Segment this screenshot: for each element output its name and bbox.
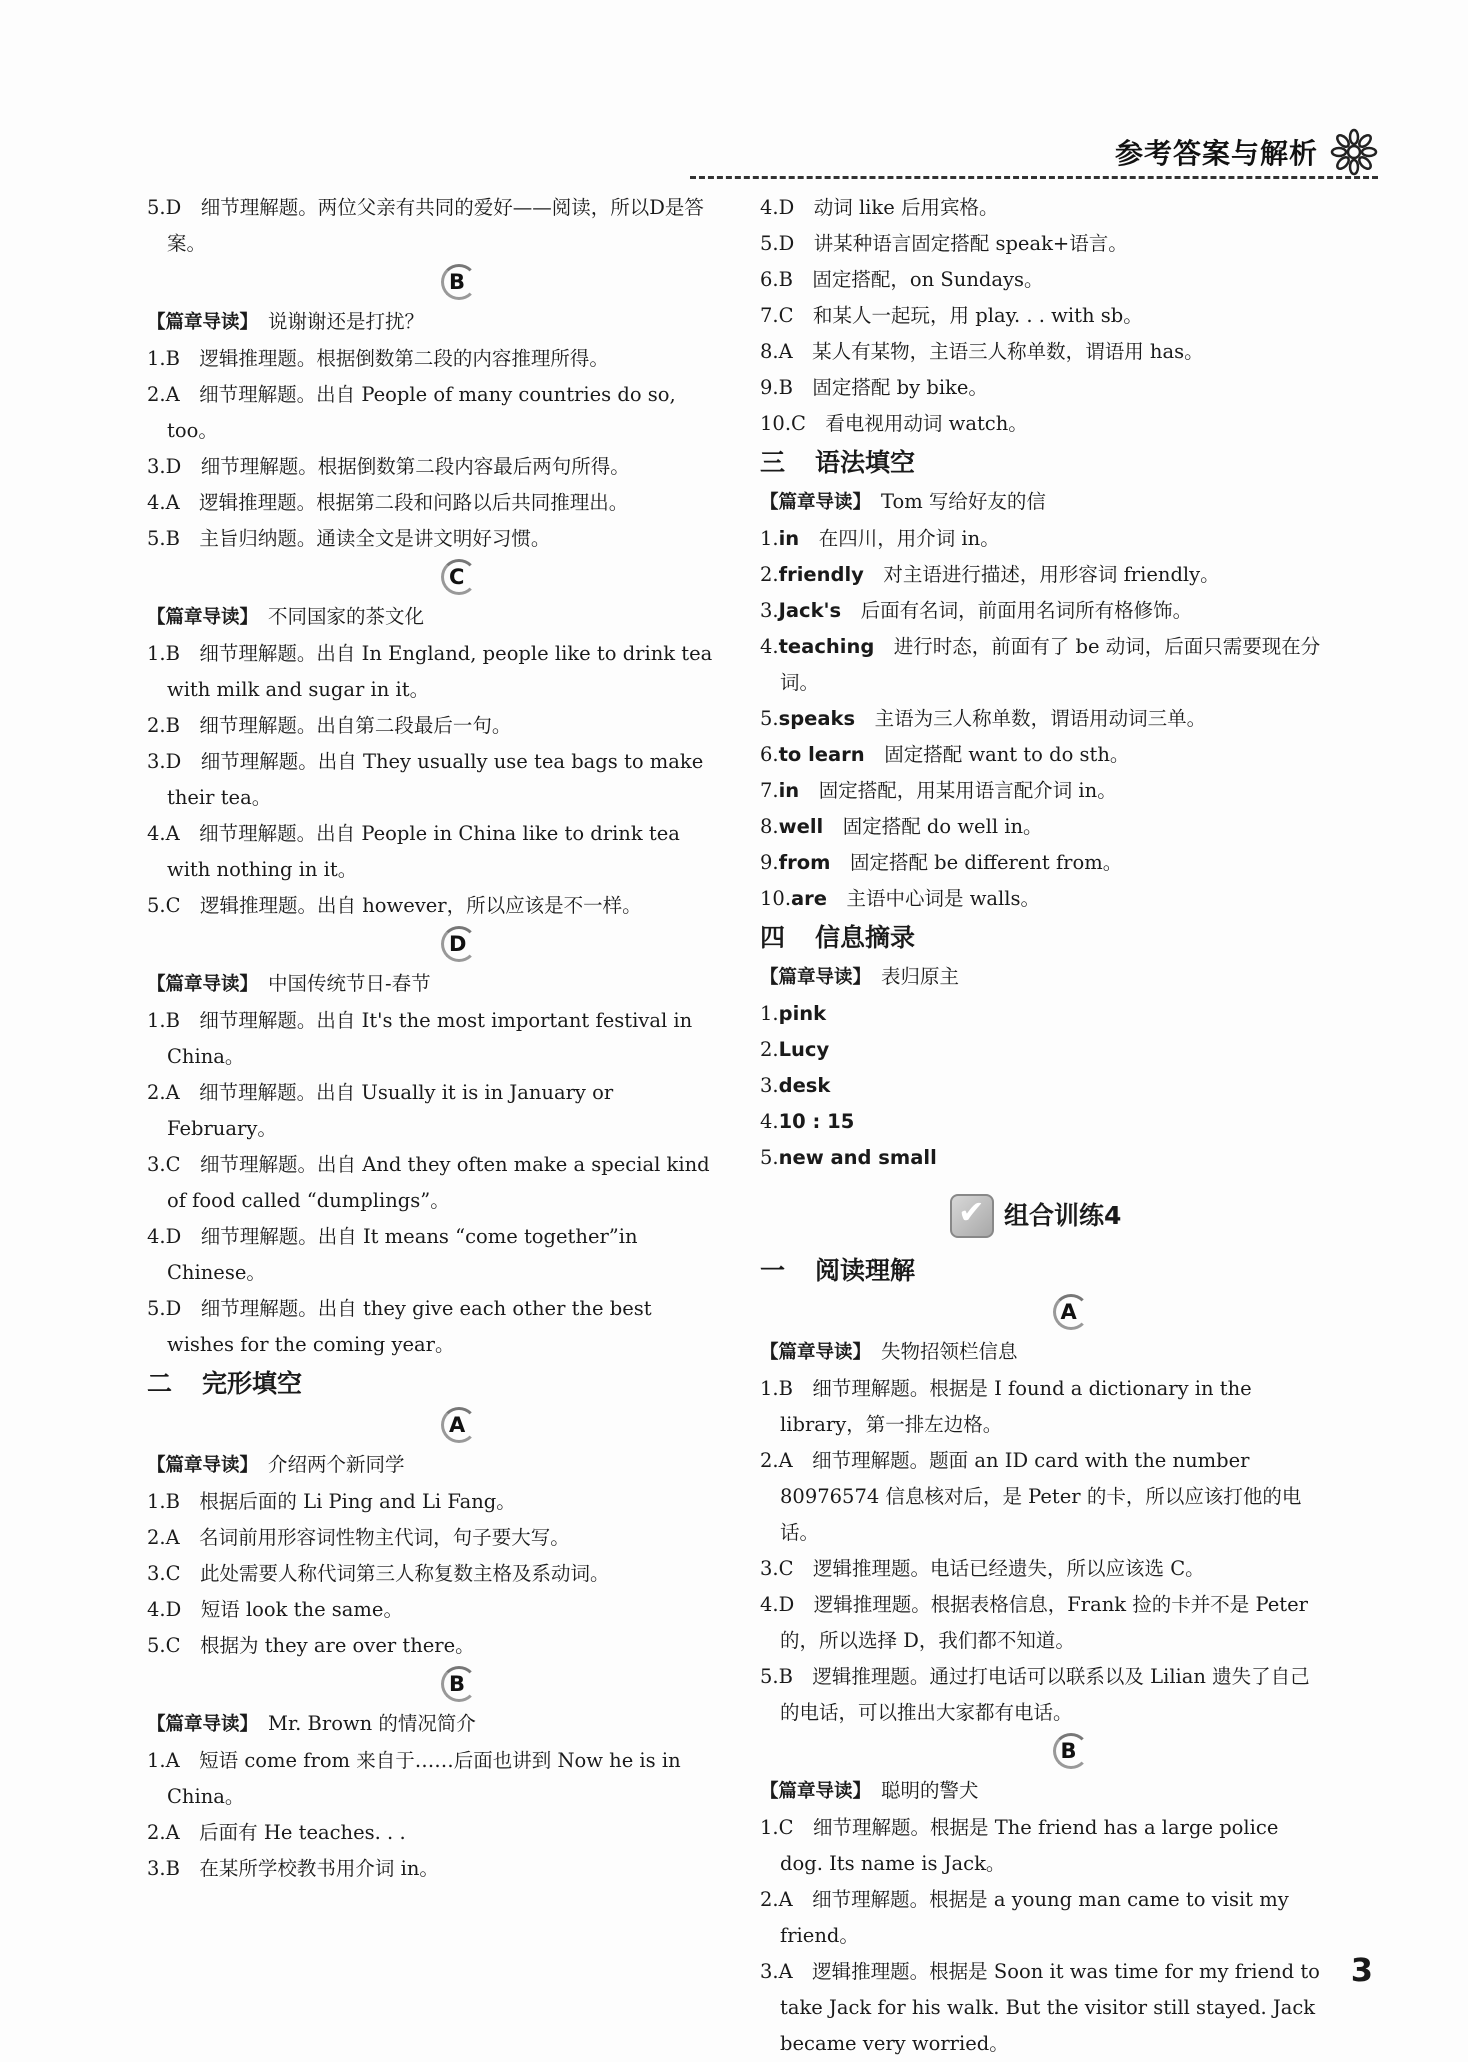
part-marker	[147, 924, 715, 966]
list-item: 3.C 逻辑推理题。电话已经遗失，所以应该选 C。	[760, 1557, 1205, 1580]
part-marker-letter: B	[449, 1672, 466, 1696]
answer-word: to learn	[778, 743, 865, 766]
list-item: 5.D 讲某种语言固定搭配 speak+语言。	[760, 232, 1128, 255]
list-item: 4.D 细节理解题。出自 It means “come together”in Chinese。	[147, 1225, 638, 1284]
list-item: 2.B 细节理解题。出自第二段最后一句。	[147, 714, 512, 737]
answer-word: new and small	[778, 1146, 937, 1169]
item-explanation: 对主语进行描述，用形容词 friendly。	[883, 563, 1220, 586]
item-explanation: 进行时态，前面有了 be 动词，后面只需要现在分词。	[780, 635, 1321, 694]
part-marker-letter: A	[1060, 1300, 1077, 1324]
list-item: 4.A 逻辑推理题。根据第二段和问路以后共同推理出。	[147, 491, 629, 514]
guide-label: 【篇章导读】	[760, 1781, 872, 1802]
list-item: 4.D 短语 look the same。	[147, 1598, 403, 1621]
section-title	[760, 1250, 1325, 1292]
section-title-text: 阅读理解	[815, 1256, 916, 1285]
section-number: 四	[760, 923, 786, 952]
list-item: 2.A 细节理解题。题面 an ID card with the number 80976574 信息核对后，是 Peter 的卡，所以应该打他的电话。	[760, 1449, 1302, 1544]
list-item: 3.C 此处需要人称代词第三人称复数主格及系动词。	[147, 1562, 610, 1585]
list-item	[760, 996, 1325, 1032]
part-marker-letter: A	[449, 1413, 466, 1437]
guide-label: 【篇章导读】	[760, 1342, 872, 1363]
flower-icon	[1330, 128, 1378, 176]
guide-text: 表归原主	[881, 965, 960, 988]
part-marker-letter: B	[1060, 1739, 1077, 1763]
item-number: 5.	[760, 707, 779, 730]
list-item	[760, 881, 1325, 917]
guide-text: 说谢谢还是打扰？	[268, 310, 425, 333]
list-item: 5.C 根据为 they are over there。	[147, 1634, 475, 1657]
list-item: 1.C 细节理解题。根据是 The friend has a large police dog. Its name is Jack。	[760, 1816, 1279, 1875]
item-explanation: 主语中心词是 walls。	[846, 887, 1041, 910]
guide-label: 【篇章导读】	[147, 974, 259, 995]
item-number: 8.	[760, 815, 779, 838]
guide-text: 中国传统节日-春节	[268, 972, 431, 995]
list-item: 3.C 细节理解题。出自 And they often make a special kind of food called “dumplings”。	[147, 1153, 710, 1212]
part-marker-letter: D	[449, 932, 467, 956]
chapter-guide	[760, 1773, 1325, 1810]
item-explanation: 在四川，用介词 in。	[818, 527, 1000, 550]
section-title	[760, 442, 1325, 484]
part-marker	[147, 262, 715, 304]
answer-word: desk	[778, 1074, 831, 1097]
list-item	[760, 629, 1325, 701]
list-item: 1.B 细节理解题。出自 It's the most important festival in China。	[147, 1009, 693, 1068]
section-number: 三	[760, 448, 786, 477]
list-item: 1.B 逻辑推理题。根据倒数第二段的内容推理所得。	[147, 347, 609, 370]
list-item	[760, 845, 1325, 881]
chapter-guide	[760, 484, 1325, 521]
item-number: 1.	[760, 1002, 779, 1025]
part-marker	[147, 1405, 715, 1447]
chapter-guide	[147, 966, 715, 1003]
list-item: 1.B 细节理解题。出自 In England, people like to drink tea with milk and sugar in it。	[147, 642, 713, 701]
answer-word: pink	[778, 1002, 827, 1025]
list-item: 8.A 某人有某物，主语三人称单数，谓语用 has。	[760, 340, 1204, 363]
page-header-title: 参考答案与解析	[1114, 137, 1318, 170]
list-item: 2.A 细节理解题。根据是 a young man came to visit my friend。	[760, 1888, 1289, 1947]
chapter-guide	[147, 1706, 715, 1743]
guide-text: Mr. Brown 的情况简介	[268, 1712, 476, 1735]
section-title	[760, 917, 1325, 959]
list-item: 4.D 动词 like 后用宾格。	[760, 196, 999, 219]
list-item	[760, 1068, 1325, 1104]
list-item: 2.A 细节理解题。出自 Usually it is in January or February。	[147, 1081, 614, 1140]
item-number: 6.	[760, 743, 779, 766]
chapter-guide	[760, 1334, 1325, 1371]
list-item: 4.D 逻辑推理题。根据表格信息，Frank 捡的卡并不是 Peter 的，所以选择 D，我们都不知道。	[760, 1593, 1308, 1652]
section-number: 一	[760, 1256, 786, 1285]
answer-word: speaks	[778, 707, 856, 730]
answer-word: friendly	[778, 563, 864, 586]
list-item: 3.B 在某所学校教书用介词 in。	[147, 1857, 439, 1880]
list-item: 9.B 固定搭配 by bike。	[760, 376, 988, 399]
list-item: 1.B 根据后面的 Li Ping and Li Fang。	[147, 1490, 516, 1513]
header-divider	[690, 176, 1378, 179]
guide-label: 【篇章导读】	[147, 607, 259, 628]
part-marker	[147, 557, 715, 599]
list-item: 6.B 固定搭配，on Sundays。	[760, 268, 1044, 291]
list-item: 2.A 后面有 He teaches. . .	[147, 1821, 406, 1844]
list-item: 4.A 细节理解题。出自 People in China like to drink tea with nothing in it。	[147, 822, 680, 881]
list-item: 5.C 逻辑推理题。出自 however，所以应该是不一样。	[147, 894, 642, 917]
list-item	[760, 737, 1325, 773]
item-number: 9.	[760, 851, 779, 874]
list-item: 10.C 看电视用动词 watch。	[760, 412, 1028, 435]
item-number: 7.	[760, 779, 779, 802]
guide-label: 【篇章导读】	[147, 1714, 259, 1735]
list-item: 2.A 名词前用形容词性物主代词，句子要大写。	[147, 1526, 570, 1549]
list-item: 3.A 逻辑推理题。根据是 Soon it was time for my friend to take Jack for his walk. But the visitor still stayed. Jack became very worried。	[760, 1960, 1320, 2055]
list-item	[760, 1104, 1325, 1140]
page-number: 3	[1350, 1951, 1373, 1989]
list-item: 3.D 细节理解题。根据倒数第二段内容最后两句所得。	[147, 455, 630, 478]
chapter-guide	[760, 959, 1325, 996]
right-column	[760, 190, 1325, 2062]
answer-word: 10 : 15	[778, 1110, 855, 1133]
part-marker	[760, 1731, 1325, 1773]
answer-word: are	[791, 887, 828, 910]
item-number: 4.	[760, 635, 779, 658]
list-item	[760, 701, 1325, 737]
list-item: 7.C 和某人一起玩，用 play. . . with sb。	[760, 304, 1143, 327]
answer-word: in	[778, 527, 800, 550]
chapter-guide	[147, 1447, 715, 1484]
section-number: 二	[147, 1369, 173, 1398]
item-number: 5.	[760, 1146, 779, 1169]
item-number: 1.	[760, 527, 779, 550]
item-number: 2.	[760, 563, 779, 586]
list-item	[760, 809, 1325, 845]
answer-word: Lucy	[778, 1038, 830, 1061]
answer-word: in	[778, 779, 800, 802]
guide-text: 聪明的警犬	[881, 1779, 979, 1802]
item-explanation: 固定搭配 want to do sth。	[884, 743, 1130, 766]
left-column	[147, 190, 715, 1887]
guide-text: 失物招领栏信息	[881, 1340, 1018, 1363]
guide-text: 介绍两个新同学	[268, 1453, 405, 1476]
item-explanation: 后面有名词，前面用名词所有格修饰。	[860, 599, 1193, 622]
part-marker-letter: B	[449, 270, 466, 294]
list-item: 3.D 细节理解题。出自 They usually use tea bags to make their tea。	[147, 750, 704, 809]
list-item: 2.A 细节理解题。出自 People of many countries do so, too。	[147, 383, 676, 442]
section-title-text: 完形填空	[202, 1369, 303, 1398]
guide-label: 【篇章导读】	[147, 1455, 259, 1476]
answer-word: teaching	[778, 635, 875, 658]
list-item: 5.D 细节理解题。两位父亲有共同的爱好——阅读，所以D是答案。	[147, 196, 704, 255]
section-title-text: 信息摘录	[815, 923, 916, 952]
item-number: 4.	[760, 1110, 779, 1133]
list-item	[760, 521, 1325, 557]
list-item: 5.B 逻辑推理题。通过打电话可以联系以及 Lilian 遗失了自己的电话，可以推出大家都有电话。	[760, 1665, 1310, 1724]
checkmark-icon	[950, 1194, 994, 1238]
chapter-guide	[147, 304, 715, 341]
item-explanation: 主语为三人称单数，谓语用动词三单。	[874, 707, 1207, 730]
item-number: 10.	[760, 887, 792, 910]
answer-word: well	[778, 815, 824, 838]
item-explanation: 固定搭配 do well in。	[842, 815, 1043, 838]
list-item: 1.A 短语 come from 来自于……后面也讲到 Now he is in China。	[147, 1749, 681, 1808]
list-item	[760, 1032, 1325, 1068]
chapter-guide	[147, 599, 715, 636]
list-item: 5.D 细节理解题。出自 they give each other the best wishes for the coming year。	[147, 1297, 652, 1356]
combo-training-title: 组合训练4	[1004, 1201, 1122, 1230]
guide-label: 【篇章导读】	[147, 312, 259, 333]
guide-text: 不同国家的茶文化	[268, 605, 425, 628]
answer-word: from	[778, 851, 831, 874]
list-item	[760, 593, 1325, 629]
item-number: 2.	[760, 1038, 779, 1061]
part-marker	[760, 1292, 1325, 1334]
part-marker-letter: C	[449, 565, 465, 589]
item-explanation: 固定搭配 be different from。	[849, 851, 1123, 874]
guide-label: 【篇章导读】	[760, 492, 872, 513]
guide-text: Tom 写给好友的信	[881, 490, 1046, 513]
item-explanation: 固定搭配，用某用语言配介词 in。	[818, 779, 1117, 802]
list-item	[760, 1140, 1325, 1176]
list-item	[760, 557, 1325, 593]
combo-training-heading	[760, 1192, 1325, 1240]
list-item	[760, 773, 1325, 809]
list-item: 5.B 主旨归纳题。通读全文是讲文明好习惯。	[147, 527, 551, 550]
part-marker	[147, 1664, 715, 1706]
section-title-text: 语法填空	[815, 448, 916, 477]
section-title	[147, 1363, 715, 1405]
answer-word: Jack's	[778, 599, 842, 622]
list-item: 1.B 细节理解题。根据是 I found a dictionary in the library，第一排左边格。	[760, 1377, 1252, 1436]
guide-label: 【篇章导读】	[760, 967, 872, 988]
item-number: 3.	[760, 1074, 779, 1097]
item-number: 3.	[760, 599, 779, 622]
